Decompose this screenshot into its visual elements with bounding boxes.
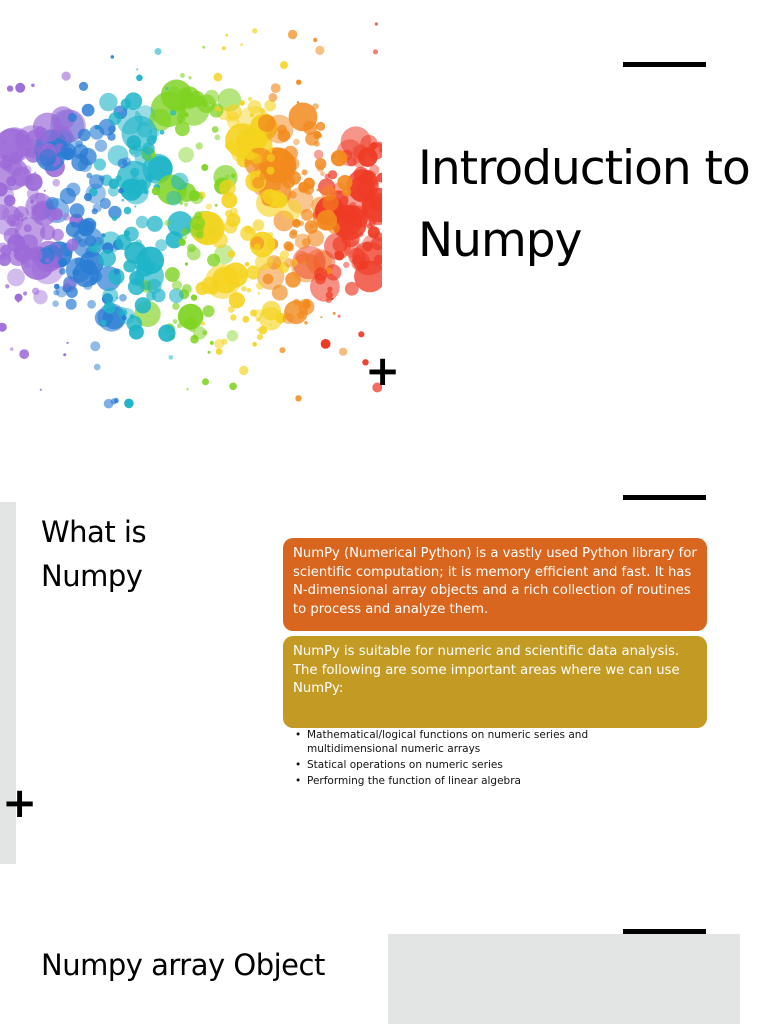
bullet-icon: • <box>295 729 302 741</box>
horizontal-dash-icon <box>623 495 706 500</box>
info-card-definition: NumPy (Numerical Python) is a vastly used Python library for scientific computation; it is memory efficient and fast. It has N-dimensional array objects and a rich collection of routines to process and analyze them. <box>283 538 707 631</box>
paint-splash-image <box>0 0 382 430</box>
bullet-icon: • <box>295 775 302 787</box>
info-card-usage: NumPy is suitable for numeric and scientific data analysis. The following are some important areas where we can use NumPy: <box>283 636 707 728</box>
bullet-list <box>295 728 625 790</box>
bullet-icon: • <box>295 759 302 771</box>
slide-what-is-numpy <box>0 455 768 870</box>
plus-icon: + <box>2 778 38 827</box>
slide-heading: What is Numpy <box>41 515 147 593</box>
slide-heading: Numpy array Object <box>41 948 325 982</box>
list-item: • Performing the function of linear algebra <box>295 775 521 787</box>
plus-icon: + <box>365 346 401 395</box>
slide-title <box>0 0 768 435</box>
slide-array-object <box>0 893 768 1024</box>
slide-title-heading: Introduction to Numpy <box>418 141 750 268</box>
horizontal-dash-icon <box>623 62 706 67</box>
placeholder-panel <box>388 934 740 1024</box>
list-item: • Statical operations on numeric series <box>295 759 503 771</box>
list-item: • Mathematical/logical functions on numeric series and multidimensional numeric arrays <box>295 729 589 755</box>
